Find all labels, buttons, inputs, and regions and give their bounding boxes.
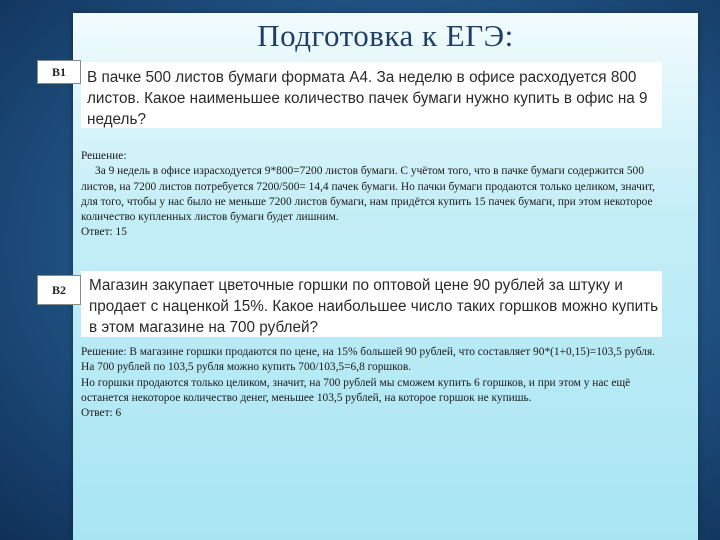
answer: Ответ: 6 [81, 407, 122, 420]
solution-b1 [81, 149, 671, 241]
solution-text: Решение: В магазине горшки продаются по цене, на 15% большей 90 рублей, что составляет 90*(1+0,15)=103,5 рубля. На 700 рублей по 103,5 рубля можно купить 700/103,5=6,8 горшков. [81, 346, 656, 374]
solution-text: За 9 недель в офисе израсходуется 9*800=7200 листов бумаги. С учётом того, что в пачке бумаги содержится 500 листов, на 7200 листов потребуется 7200/500= 14,4 пачек бумаги. Но пачки бумаги продаются только целиком, значит, для того, чтобы у нас было не меньше 7200 листов бумаги, нам придётся купить 15 пачек бумаги, при этом некоторое количество купленных листов бумаги будет лишним. [81, 165, 655, 224]
task-question-b1: В пачке 500 листов бумаги формата А4. За неделю в офисе расходуется 800 листов. Какое наименьшее количество пачек бумаги нужно купить в офис на 9 недель? [81, 62, 662, 128]
task-question-b2: Магазин закупает цветочные горшки по оптовой цене 90 рублей за штуку и продает с наценкой 15%. Какое наибольшее число таких горшков можно купить в этом магазине на 700 рублей? [81, 271, 662, 337]
solution-text-continued: Но горшки продаются только целиком, значит, на 700 рублей мы сможем купить 6 горшков, и при этом у нас ещё останется некоторое количество денег, меньшее 103,5 рублей, на которое горшок не купишь. [81, 376, 631, 404]
task-label-b1: B1 [37, 60, 81, 84]
page-title: Подготовка к ЕГЭ: [257, 18, 514, 53]
solution-b2 [81, 345, 671, 421]
task-label-b2: B2 [37, 275, 81, 305]
answer: Ответ: 15 [81, 226, 127, 239]
solution-heading: Решение: [81, 150, 127, 162]
